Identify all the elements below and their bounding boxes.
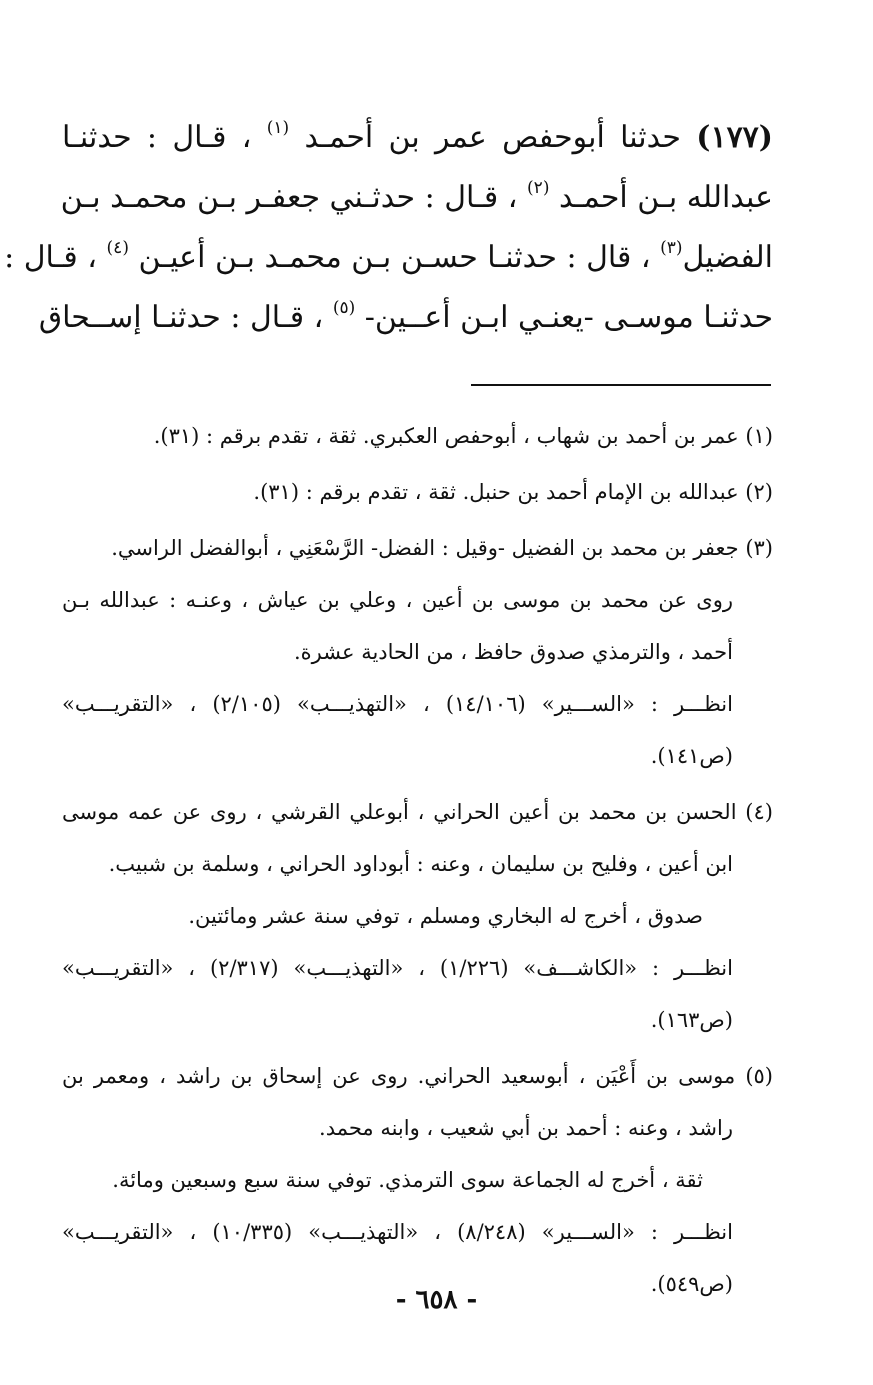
footnote-marker: (٢) xyxy=(527,178,550,198)
footnote-separator xyxy=(471,384,771,386)
footnote-line: انظـــر : «الســـير» (٨/٢٤٨) ، «التهذيـــب» (١٠/٣٣٥) ، «التقريـــب» xyxy=(62,1220,733,1244)
hadith-line xyxy=(62,108,773,168)
footnote-line: (٢) عبدالله بن الإمام أحمد بن حنبل. ثقة ، تقدم برقم : (٣١). xyxy=(253,480,773,504)
footnotes xyxy=(62,410,773,1314)
footnote-line: (٥) موسى بن أَعْيَن ، أبوسعيد الحراني. روى عن إسحاق بن راشد ، ومعمر بن xyxy=(62,1064,773,1088)
hadith-text-fragment: ، قـال : حدثنـا إســحاق xyxy=(38,300,333,335)
footnote-marker: (٣) xyxy=(660,238,683,258)
footnote-marker: (٤) xyxy=(106,238,129,258)
footnote-marker: (٥) xyxy=(332,298,356,318)
hadith-text-fragment: حدثنـا موسـى -يعنـي ابـن أعــين- xyxy=(355,300,773,335)
hadith-text xyxy=(4,108,773,348)
hadith-text-fragment: ، قـال : حدثـني جعفـر بـن محمـد بـن xyxy=(60,180,528,215)
footnote-marker: (١) xyxy=(266,118,290,138)
hadith-line xyxy=(38,288,773,348)
footnote-line: (ص١٤١). xyxy=(650,744,733,768)
hadith-text-fragment: ، قـال : حدثنـا xyxy=(62,120,267,155)
footnote-1 xyxy=(62,410,773,462)
footnote-line: (١) عمر بن أحمد بن شهاب ، أبوحفص العكبري. ثقة ، تقدم برقم : (٣١). xyxy=(153,424,773,448)
footnote-line: صدوق ، أخرج له البخاري ومسلم ، توفي سنة عشر ومائتين. xyxy=(188,904,703,928)
hadith-line xyxy=(62,168,773,228)
footnote-line: أحمد ، والترمذي صدوق حافظ ، من الحادية عشرة. xyxy=(294,640,733,664)
footnote-3 xyxy=(62,522,773,782)
hadith-number: (١٧٧) xyxy=(696,120,773,155)
footnote-line: روى عن محمد بن موسى بن أعين ، وعلي بن عياش ، وعنـه : عبدالله بـن xyxy=(62,588,733,612)
footnote-line: ثقة ، أخرج له الجماعة سوى الترمذي. توفي سنة سبع وسبعين ومائة. xyxy=(112,1168,703,1192)
footnote-line: انظـــر : «الكاشـــف» (١/٢٢٦) ، «التهذيـــب» (٢/٣١٧) ، «التقريـــب» xyxy=(62,956,733,980)
hadith-text-fragment: حدثنا أبوحفص عمر بن أحمـد xyxy=(289,120,697,155)
footnote-line: انظـــر : «الســـير» (١٤/١٠٦) ، «التهذيـــب» (٢/١٠٥) ، «التقريـــب» xyxy=(62,692,733,716)
footnote-4 xyxy=(62,786,773,1046)
footnote-2 xyxy=(62,466,773,518)
footnote-5 xyxy=(62,1050,773,1310)
footnote-line: راشد ، وعنه : أحمد بن أبي شعيب ، وابنه محمد. xyxy=(319,1116,733,1140)
hadith-text-fragment: ، قـال : xyxy=(4,240,107,275)
footnote-line: (ص١٦٣). xyxy=(650,1008,733,1032)
hadith-line xyxy=(4,228,773,288)
footnote-line: (٤) الحسن بن محمد بن أعين الحراني ، أبوعلي القرشي ، روى عن عمه موسى xyxy=(62,800,773,824)
hadith-text-fragment: الفضيل xyxy=(682,240,773,275)
footnote-line: (٣) جعفر بن محمد بن الفضيل -وقيل : الفضل- الرَّسْعَنِي ، أبوالفضل الراسي. xyxy=(111,536,773,560)
hadith-text-fragment: عبدالله بـن أحمـد xyxy=(549,180,773,215)
footnote-line: ابن أعين ، وفليح بن سليمان ، وعنه : أبوداود الحراني ، وسلمة بن شبيب. xyxy=(108,852,733,876)
footnote-line: (ص٥٤٩). xyxy=(650,1272,733,1296)
page-number: - ٦٥٨ - xyxy=(395,1285,478,1315)
hadith-text-fragment: ، قال : حدثنـا حسـن بـن محمـد بـن أعيـن xyxy=(128,240,661,275)
